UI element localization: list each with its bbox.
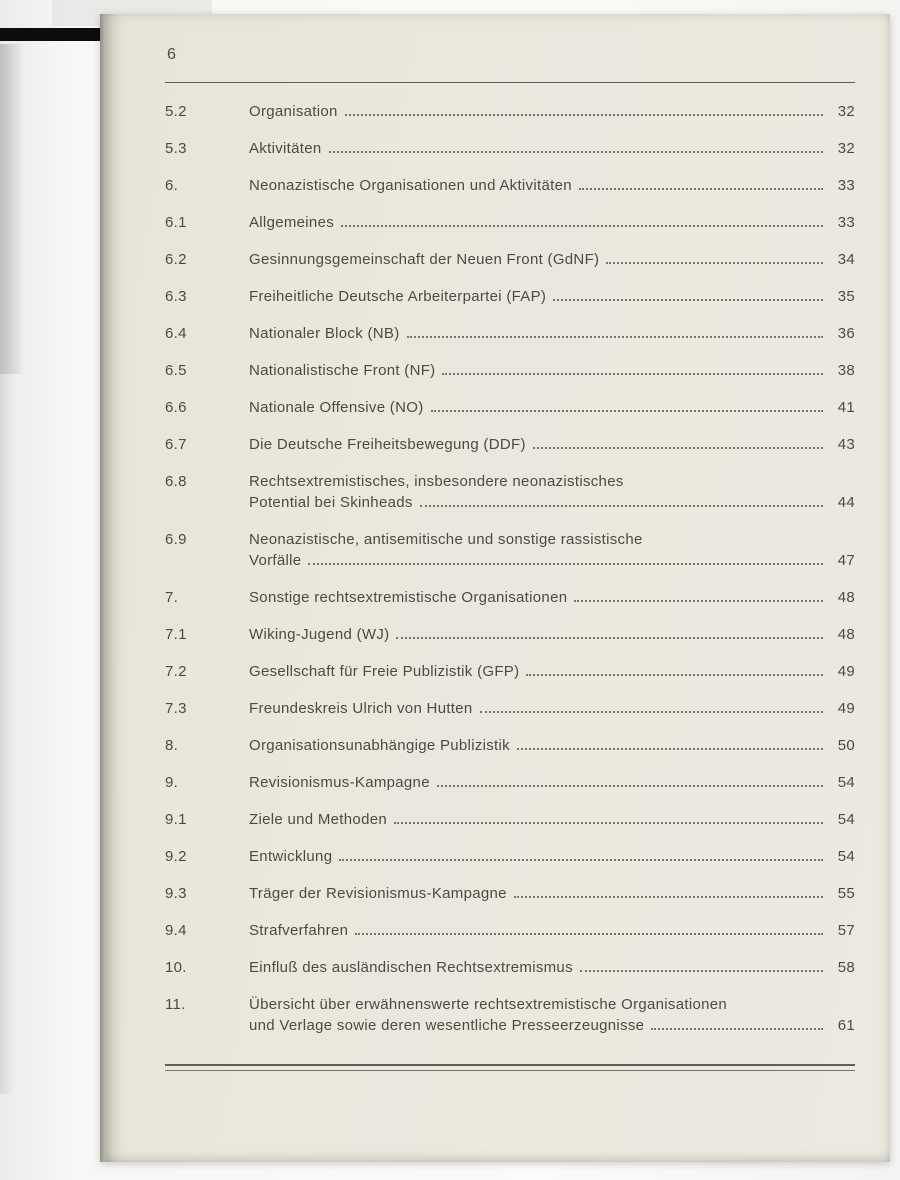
toc-entry-page: 35 (837, 288, 855, 305)
toc-entry-page: 32 (837, 140, 855, 157)
toc-entry-page: 43 (837, 436, 855, 453)
toc-entry-body (249, 920, 855, 941)
toc-entry (165, 323, 855, 344)
toc-entry-number: 6.2 (165, 251, 187, 268)
toc-entry-body (249, 661, 855, 682)
toc-entry-page: 58 (837, 959, 855, 976)
toc-entry (165, 661, 855, 682)
toc-entry-last-line (249, 550, 855, 571)
toc-entry-last-line (249, 883, 855, 904)
toc-entry-number: 6. (165, 177, 179, 194)
toc-entry-body (249, 735, 855, 756)
dotted-leader (396, 637, 823, 639)
toc-entry (165, 772, 855, 793)
toc-entry-title-line: Übersicht über erwähnenswerte rechtsextremistische Organisationen (249, 996, 728, 1013)
toc-entry-page: 49 (837, 663, 855, 680)
toc-entry-number: 9.4 (165, 922, 187, 939)
toc-entry-title: Potential bei Skinheads (249, 494, 413, 511)
toc-entry-page: 61 (837, 1017, 855, 1034)
toc-entry-number: 8. (165, 737, 179, 754)
toc-entry (165, 809, 855, 830)
toc-entry-body (249, 212, 855, 233)
toc-entry (165, 624, 855, 645)
bottom-rule-thick (165, 1064, 855, 1066)
toc-entry-number: 9.1 (165, 811, 187, 828)
toc-entry-number: 7.3 (165, 700, 187, 717)
toc-entry-title: Die Deutsche Freiheitsbewegung (DDF) (249, 436, 526, 453)
dotted-leader (533, 447, 823, 449)
toc-entry-last-line (249, 587, 855, 608)
scan-artifact-smudge (0, 374, 14, 1094)
toc-entry-page: 44 (837, 494, 855, 511)
toc-entry (165, 471, 855, 513)
toc-entry-page: 47 (837, 552, 855, 569)
toc-entry-last-line (249, 434, 855, 455)
dotted-leader (329, 151, 824, 153)
dotted-leader (341, 225, 823, 227)
toc-entry-body (249, 138, 855, 159)
toc-entry (165, 587, 855, 608)
dotted-leader (308, 563, 823, 565)
toc-entry (165, 434, 855, 455)
toc-entry-last-line (249, 920, 855, 941)
toc-entry-body (249, 101, 855, 122)
toc-entry-last-line (249, 846, 855, 867)
toc-entry-last-line (249, 809, 855, 830)
toc-entry (165, 397, 855, 418)
toc-entry-title: Organisation (249, 103, 338, 120)
toc-entry-last-line (249, 138, 855, 159)
dotted-leader (339, 859, 823, 861)
dotted-leader (420, 505, 823, 507)
toc-entry-number: 6.5 (165, 362, 187, 379)
toc-entry-page: 50 (837, 737, 855, 754)
toc-entry (165, 920, 855, 941)
toc-entry-page: 32 (837, 103, 855, 120)
toc-entry-last-line (249, 397, 855, 418)
toc-entry-page: 36 (837, 325, 855, 342)
toc-entry-title: Strafverfahren (249, 922, 349, 939)
toc-entry (165, 883, 855, 904)
toc-entry-title: Neonazistische Organisationen und Aktivitäten (249, 177, 572, 194)
toc-entry-body (249, 587, 855, 608)
bottom-rule-thin (165, 1070, 855, 1071)
toc-entry-number: 6.1 (165, 214, 187, 231)
bottom-rules (165, 1064, 855, 1071)
toc-entry (165, 101, 855, 122)
toc-entry-number: 9.2 (165, 848, 187, 865)
toc-entry-last-line (249, 323, 855, 344)
dotted-leader (345, 114, 823, 116)
page-content (165, 46, 855, 1071)
toc-entry-last-line (249, 957, 855, 978)
toc-entry-body (249, 286, 855, 307)
toc-entry-number: 7.2 (165, 663, 187, 680)
toc-entry (165, 212, 855, 233)
toc-entry-body (249, 397, 855, 418)
toc-entry-title: Träger der Revisionismus-Kampagne (249, 885, 507, 902)
dotted-leader (606, 262, 823, 264)
toc-entry-title: Aktivitäten (249, 140, 322, 157)
toc-entry-last-line (249, 1015, 855, 1036)
toc-entry-page: 33 (837, 214, 855, 231)
toc-entry-title: Freundeskreis Ulrich von Hutten (249, 700, 473, 717)
toc-entry-number: 6.7 (165, 436, 187, 453)
toc-entry-number: 11. (165, 996, 186, 1013)
top-rule (165, 82, 855, 83)
dotted-leader (514, 896, 823, 898)
toc-entry-body (249, 957, 855, 978)
dotted-leader (480, 711, 823, 713)
toc-entry-number: 5.3 (165, 140, 187, 157)
toc-entry-number: 6.4 (165, 325, 187, 342)
toc-entry-title: und Verlage sowie deren wesentliche Presseerzeugnisse (249, 1017, 645, 1034)
toc-entry-page: 55 (837, 885, 855, 902)
dotted-leader (580, 970, 823, 972)
toc-entry-title: Einfluß des ausländischen Rechtsextremismus (249, 959, 573, 976)
dotted-leader (355, 933, 823, 935)
toc-entry-page: 54 (837, 774, 855, 791)
toc-entry-title: Revisionismus-Kampagne (249, 774, 430, 791)
scan-artifact-smudge (0, 44, 24, 374)
toc-entry-number: 6.9 (165, 531, 187, 548)
toc-entry-last-line (249, 735, 855, 756)
toc-entry-number: 7.1 (165, 626, 187, 643)
toc-entry-number: 6.6 (165, 399, 187, 416)
toc-entry-title: Nationaler Block (NB) (249, 325, 400, 342)
dotted-leader (574, 600, 823, 602)
toc-entry-title-line: Neonazistische, antisemitische und sonstige rassistische (249, 531, 643, 548)
toc-entry-page: 49 (837, 700, 855, 717)
toc-entry-body (249, 772, 855, 793)
scan-artifact-black-bar (0, 28, 107, 41)
toc-entry-number: 9. (165, 774, 179, 791)
toc-entry-last-line (249, 772, 855, 793)
toc-entry-title: Vorfälle (249, 552, 302, 569)
toc-entry-number: 6.3 (165, 288, 187, 305)
toc-entry (165, 360, 855, 381)
toc-entry-last-line (249, 624, 855, 645)
toc-entry-last-line (249, 661, 855, 682)
toc-entry-title: Entwicklung (249, 848, 333, 865)
toc-entry-last-line (249, 101, 855, 122)
toc-entry-page: 34 (837, 251, 855, 268)
toc-entry-page: 38 (837, 362, 855, 379)
dotted-leader (437, 785, 823, 787)
toc-entry-page: 41 (837, 399, 855, 416)
toc-entry-title: Allgemeines (249, 214, 335, 231)
toc-entry-body (249, 883, 855, 904)
folio-page-number: 6 (167, 46, 177, 63)
dotted-leader (526, 674, 823, 676)
toc-entry (165, 249, 855, 270)
toc-entry (165, 735, 855, 756)
toc-entry-title: Sonstige rechtsextremistische Organisationen (249, 589, 568, 606)
toc-entry-title: Freiheitliche Deutsche Arbeiterpartei (FAP) (249, 288, 547, 305)
toc-entry-title: Organisationsunabhängige Publizistik (249, 737, 510, 754)
toc-entry-body (249, 624, 855, 645)
toc-entry-page: 48 (837, 626, 855, 643)
toc-entry-body (249, 323, 855, 344)
toc-entry-title: Gesellschaft für Freie Publizistik (GFP) (249, 663, 520, 680)
toc-entry-last-line (249, 698, 855, 719)
toc-entry-page: 48 (837, 589, 855, 606)
dotted-leader (651, 1028, 823, 1030)
dotted-leader (553, 299, 823, 301)
toc-entry-body (249, 809, 855, 830)
toc-entry-body (249, 360, 855, 381)
toc-entry-last-line (249, 492, 855, 513)
toc-entry-last-line (249, 286, 855, 307)
toc-entry (165, 286, 855, 307)
toc-entry-last-line (249, 360, 855, 381)
toc-entry (165, 957, 855, 978)
toc-entry-body (249, 175, 855, 196)
toc-entry-title: Nationalistische Front (NF) (249, 362, 436, 379)
toc-entry-body (249, 471, 855, 513)
toc-entry (165, 175, 855, 196)
scanned-page (100, 14, 890, 1162)
toc-entry-title: Gesinnungsgemeinschaft der Neuen Front (GdNF) (249, 251, 600, 268)
dotted-leader (442, 373, 823, 375)
toc-entry (165, 698, 855, 719)
toc-entry (165, 846, 855, 867)
toc-entry-page: 33 (837, 177, 855, 194)
toc-entry-body (249, 994, 855, 1036)
toc-entry (165, 138, 855, 159)
toc-entry-number: 9.3 (165, 885, 187, 902)
toc-entry-last-line (249, 212, 855, 233)
toc-entry-body (249, 529, 855, 571)
toc-list (165, 101, 855, 1036)
toc-entry-title: Nationale Offensive (NO) (249, 399, 424, 416)
toc-entry-body (249, 698, 855, 719)
toc-entry (165, 994, 855, 1036)
toc-entry-page: 57 (837, 922, 855, 939)
dotted-leader (517, 748, 823, 750)
dotted-leader (394, 822, 823, 824)
toc-entry-page: 54 (837, 848, 855, 865)
toc-entry-last-line (249, 175, 855, 196)
toc-entry-body (249, 434, 855, 455)
toc-entry-number: 5.2 (165, 103, 187, 120)
toc-entry-body (249, 846, 855, 867)
dotted-leader (431, 410, 824, 412)
toc-entry-page: 54 (837, 811, 855, 828)
toc-entry-number: 6.8 (165, 473, 187, 490)
toc-entry (165, 529, 855, 571)
toc-entry-title: Wiking-Jugend (WJ) (249, 626, 390, 643)
toc-entry-number: 10. (165, 959, 187, 976)
toc-entry-title: Ziele und Methoden (249, 811, 387, 828)
toc-entry-title-line: Rechtsextremistisches, insbesondere neonazistisches (249, 473, 624, 490)
toc-entry-number: 7. (165, 589, 179, 606)
toc-entry-body (249, 249, 855, 270)
dotted-leader (407, 336, 823, 338)
toc-entry-last-line (249, 249, 855, 270)
dotted-leader (579, 188, 823, 190)
